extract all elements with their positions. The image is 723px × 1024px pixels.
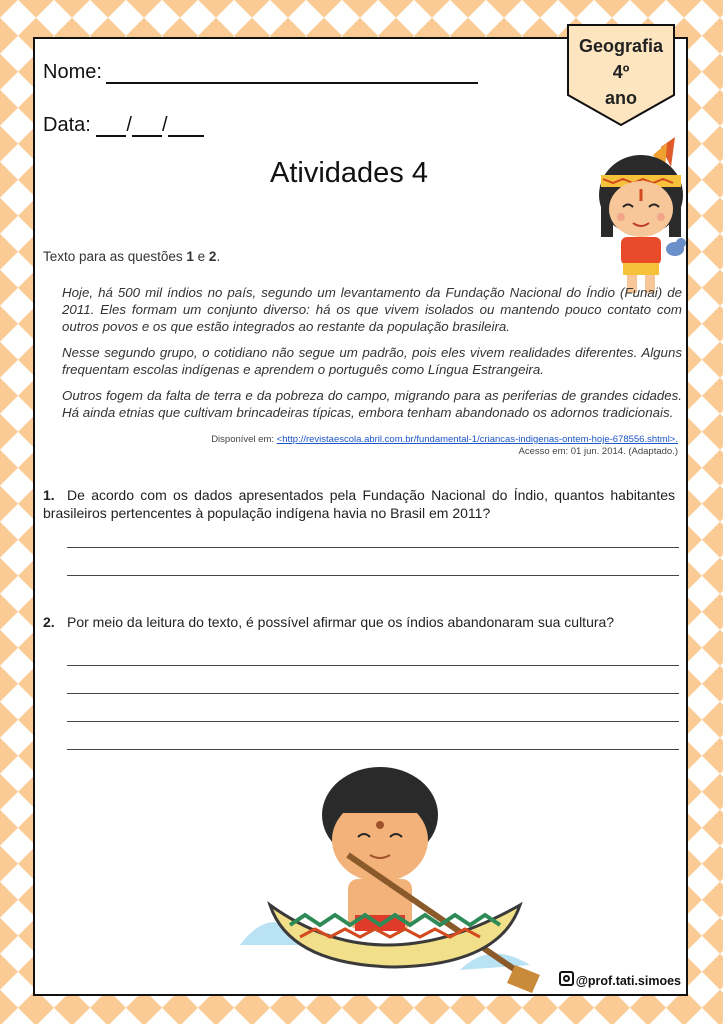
- source-citation: [211, 434, 678, 458]
- date-month-blank[interactable]: [132, 115, 162, 137]
- text-intro: [43, 249, 220, 264]
- question-number: 2.: [43, 614, 55, 630]
- answer-line[interactable]: [67, 547, 679, 548]
- source-prefix: Disponível em:: [211, 434, 275, 445]
- intro-question-2: 2: [208, 249, 217, 264]
- instagram-icon: [559, 971, 574, 986]
- intro-question-1: 1: [186, 249, 194, 264]
- name-label: Nome:: [43, 61, 102, 83]
- source-access-date: Acesso em: 01 jun. 2014. (Adaptado.): [518, 446, 678, 457]
- reading-text: [62, 284, 682, 430]
- answer-line[interactable]: [67, 665, 679, 666]
- boy-in-canoe-illustration: [230, 755, 550, 995]
- indigenous-girl-illustration: [583, 137, 703, 297]
- reading-paragraph-2: Nesse segundo grupo, o cotidiano não segue um padrão, pois eles vivem realidades diferentes. Alguns frequentam escolas indígenas e aprendem o português como Língua Estrangeira.: [62, 345, 682, 377]
- badge-year: ano: [604, 88, 637, 108]
- question-number: 1.: [43, 487, 55, 503]
- date-separator: /: [126, 114, 132, 136]
- date-year-blank[interactable]: [168, 115, 204, 137]
- date-day-blank[interactable]: [96, 115, 126, 137]
- subject-badge: [566, 23, 676, 127]
- name-field: [43, 61, 478, 84]
- badge-text: [566, 33, 676, 111]
- reading-paragraph-1: Hoje, há 500 mil índios no país, segundo um levantamento da Fundação Nacional do Índio (Funai) de 2011. Eles formam um conjunto diverso: há os que vivem isolados ou mantendo pouco contato com outros povos e os que estão integrados ao restante da população brasileira.: [62, 285, 682, 334]
- question-text: De acordo com os dados apresentados pela Fundação Nacional do Índio, quantos habitantes brasileiros pertencentes à população indígena havia no Brasil em 2011?: [43, 487, 675, 521]
- answer-line[interactable]: [67, 749, 679, 750]
- page-title: Atividades 4: [270, 157, 428, 189]
- question-2: [43, 613, 675, 631]
- source-link[interactable]: <http://revistaescola.abril.com.br/fundamental-1/criancas-indigenas-ontem-hoje-678556.shtml>.: [276, 434, 678, 445]
- date-field: [43, 114, 204, 137]
- intro-suffix: .: [216, 249, 221, 264]
- date-label: Data:: [43, 114, 91, 136]
- question-text: Por meio da leitura do texto, é possível afirmar que os índios abandonaram sua cultura?: [67, 614, 615, 630]
- instagram-handle[interactable]: @prof.tati.simoes: [575, 974, 681, 988]
- badge-subject: Geografia: [578, 36, 664, 56]
- worksheet: [33, 37, 688, 996]
- question-1: [43, 486, 675, 522]
- date-separator: /: [161, 114, 168, 136]
- reading-paragraph-3: Outros fogem da falta de terra e da pobreza do campo, migrando para as periferias de grandes cidades. Há ainda etnias que cultivam brincadeiras típicas, embora tenham abandonado os adornos tradicionais.: [62, 388, 682, 420]
- intro-prefix: Texto para as questões: [43, 249, 183, 264]
- intro-conjunction: e: [197, 249, 206, 264]
- answer-line[interactable]: [67, 575, 679, 576]
- answer-line[interactable]: [67, 693, 679, 694]
- author-credit: [559, 971, 681, 988]
- badge-grade: 4º: [612, 62, 630, 82]
- answer-line[interactable]: [67, 721, 679, 722]
- name-blank[interactable]: [106, 62, 478, 84]
